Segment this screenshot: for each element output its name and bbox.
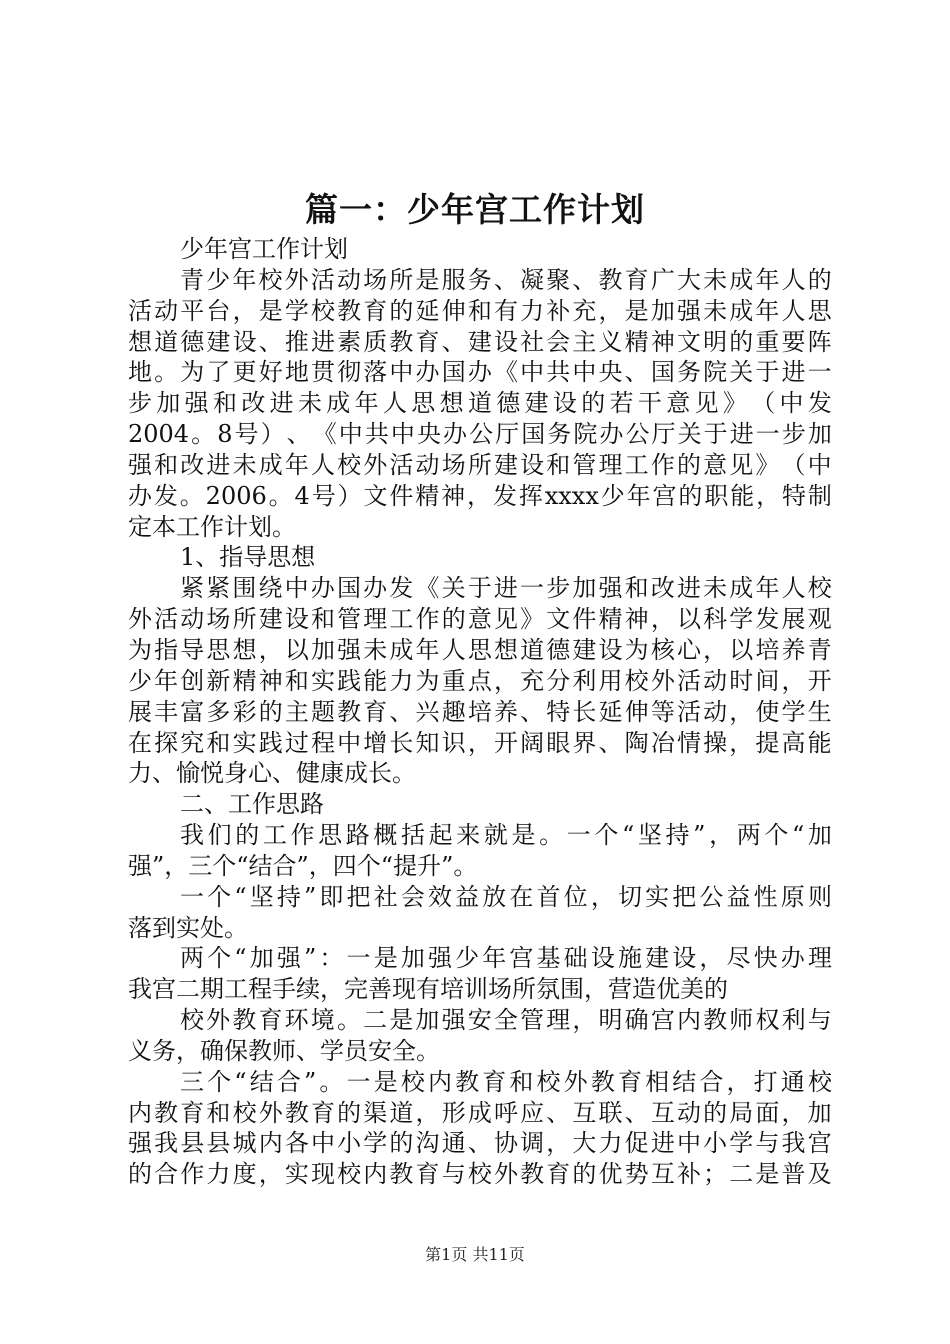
body-text-line: 义务，确保教师、学员安全。 (128, 1036, 440, 1065)
document-body (128, 234, 832, 1190)
body-text-line: 我宫二期工程手续，完善现有培训场所氛围，营造优美的 (128, 975, 728, 1004)
body-text-line: 地 。 为 了 更 好 地 贯 彻 落 中 办 国 办 《 中 共 中 央 、 国 务 院 关 于 进 一 (128, 358, 832, 387)
body-text-line: 为 指 导 思 想 ， 以 加 强 未 成 年 人 思 想 道 德 建 设 为 核 心 ， 以 培 养 青 (128, 635, 832, 664)
body-text-line: 力、愉悦身心、健康成长。 (128, 759, 416, 788)
body-text-line: 少 年 创 新 精 神 和 实 践 能 力 为 重 点 ， 充 分 利 用 校 外 活 动 时 间 ， 开 (128, 666, 832, 695)
body-text-line: 办 发 。 2006 。 4 号 ） 文 件 精 神 ， 发 挥 xxxx 少 年 宫 的 职 能 ， 特 制 (128, 481, 832, 510)
body-text-line: 一 个 “ 坚 持 ” 即 把 社 会 效 益 放 在 首 位 ， 切 实 把 公 益 性 原 则 (180, 882, 832, 911)
body-text-line: 步 加 强 和 改 进 未 成 年 人 思 想 道 德 建 设 的 若 干 意 见 》 （ 中 发 (128, 389, 832, 418)
body-text-line: 内 教 育 和 校 外 教 育 的 渠 道 ， 形 成 呼 应 、 互 联 、 互 动 的 局 面 ， 加 (128, 1098, 832, 1127)
body-text-line: 三 个 “ 结 合 ” 。 一 是 校 内 教 育 和 校 外 教 育 相 结 合 ， 打 通 校 (180, 1067, 832, 1096)
body-text-line: 我 们 的 工 作 思 路 概 括 起 来 就 是 。 一 个 “ 坚 持 ” ， 两 个 “ 加 (180, 821, 832, 850)
body-text-line: 强 和 改 进 未 成 年 人 校 外 活 动 场 所 建 设 和 管 理 工 作 的 意 见 》 （ 中 (128, 450, 832, 479)
body-text-line: 展 丰 富 多 彩 的 主 题 教 育 、 兴 趣 培 养 、 特 长 延 伸 等 活 动 ， 使 学 生 (128, 697, 832, 726)
body-text-line: 在 探 究 和 实 践 过 程 中 增 长 知 识 ， 开 阔 眼 界 、 陶 冶 情 操 ， 提 高 能 (128, 728, 832, 757)
document-title: 篇一：少年宫工作计划 (305, 190, 645, 229)
body-text-line: 落到实处。 (128, 913, 248, 942)
body-text-line: 定本工作计划。 (128, 512, 296, 541)
body-text-line: 两 个 “ 加 强 ” ： 一 是 加 强 少 年 宫 基 础 设 施 建 设 ， 尽 快 办 理 (180, 944, 832, 973)
body-text-line: 强”，三个“结合”，四个“提升”。 (128, 851, 478, 880)
body-text-line: 强 我 县 县 城 内 各 中 小 学 的 沟 通 、 协 调 ， 大 力 促 进 中 小 学 与 我 宫 (128, 1129, 832, 1158)
body-text-line: 活 动 平 台 ， 是 学 校 教 育 的 延 伸 和 有 力 补 充 ， 是 加 强 未 成 年 人 思 (128, 296, 832, 325)
body-text-line: 外 活 动 场 所 建 设 和 管 理 工 作 的 意 见 》 文 件 精 神 ， 以 科 学 发 展 观 (128, 605, 832, 634)
body-text-line: 想 道 德 建 设 、 推 进 素 质 教 育 、 建 设 社 会 主 义 精 神 文 明 的 重 要 阵 (128, 327, 832, 356)
page-footer: 第1页 共11页 (425, 1245, 525, 1264)
body-text-line: 的 合 作 力 度 ， 实 现 校 内 教 育 与 校 外 教 育 的 优 势 互 补 ； 二 是 普 及 (128, 1160, 832, 1189)
body-text-line: 青 少 年 校 外 活 动 场 所 是 服 务 、 凝 聚 、 教 育 广 大 未 成 年 人 的 (180, 265, 832, 294)
body-text-line: 紧 紧 围 绕 中 办 国 办 发 《 关 于 进 一 步 加 强 和 改 进 未 成 年 人 校 (180, 574, 832, 603)
body-text-line: 少年宫工作计划 (180, 235, 348, 263)
body-text-line: 校 外 教 育 环 境 。 二 是 加 强 安 全 管 理 ， 明 确 宫 内 教 师 权 利 与 (180, 1006, 832, 1035)
body-text-line: 2004 。 8 号 ） 、 《 中 共 中 央 办 公 厅 国 务 院 办 公 厅 关 于 进 一 步 加 (128, 420, 832, 449)
body-text-line: 1、指导思想 (180, 543, 316, 572)
body-text-line: 二、工作思路 (180, 790, 324, 819)
